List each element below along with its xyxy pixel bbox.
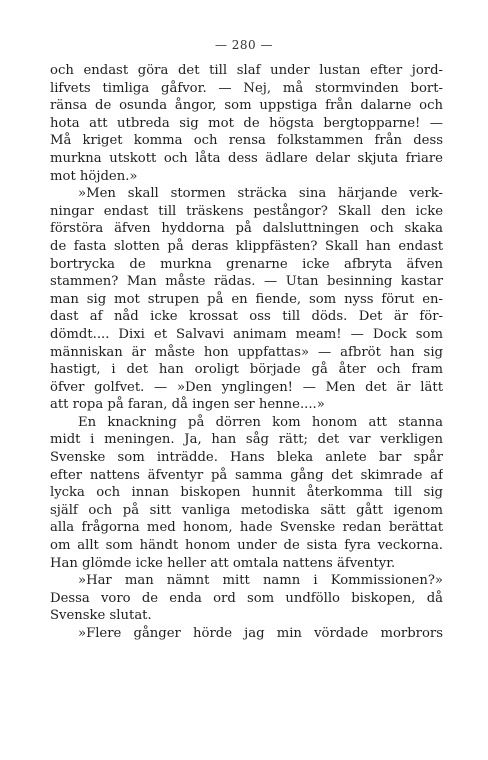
text-line: öfver golfvet. — »Den ynglingen! — Men det är lätt — [50, 379, 443, 395]
text-line: »Flere gånger hörde jag min vördade morbrors — [78, 626, 443, 641]
text-line: själf och på sitt vanliga metodiska sätt gått igenom — [50, 502, 443, 518]
text-line: »Har man nämnt mitt namn i Kommissionen?» — [78, 573, 443, 589]
text-line: midt i meningen. Ja, han såg rätt; det var verkligen — [50, 432, 443, 448]
text-line: människan är måste hon uppfattas» — afbröt han sig — [50, 344, 443, 360]
text-line: hastigt, i det han oroligt började gå åter och fram — [50, 362, 443, 378]
text-line: och endast göra det till slaf under lustan efter jord- — [50, 63, 443, 78]
text-line: lycka och innan biskopen hunnit återkomma till sig — [50, 485, 443, 501]
text-line: förstöra äfven hyddorna på dalsluttningen och skaka — [50, 221, 443, 237]
text-line: efter nattens äfventyr på samma gång det skimrade af — [50, 467, 443, 483]
text-line: »Men skall stormen sträcka sina härjande verk- — [78, 186, 443, 202]
text-line: Svenske slutat. — [50, 608, 152, 624]
text-line: alla frågorna med honom, hade Svenske redan berättat — [50, 520, 443, 536]
text-line: man sig mot strupen på en fiende, som nyss förut en- — [50, 291, 443, 307]
text-line: Svenske som inträdde. Hans bleka anlete bar spår — [50, 450, 443, 466]
text-line: ningar endast till träskens pestångor? Skall den icke — [50, 203, 443, 219]
text-line: stammen? Man måste rädas. — Utan besinning kastar — [50, 274, 443, 290]
text-line: ränsa de osunda ångor, som uppstiga från dalarne och — [50, 98, 443, 114]
text-line: lifvets timliga gåfvor. — Nej, må stormvinden bort- — [50, 80, 443, 96]
text-line: hota att utbreda sig mot de högsta bergtopparne! — — [50, 115, 443, 131]
text-line: Han glömde icke heller att omtala nattens äfventyr. — [50, 555, 396, 571]
text-line: de fasta slotten på deras klippfästen? Skall han endast — [50, 238, 443, 254]
text-line: murkna utskott och låta dess ädlare delar skjuta friare — [50, 150, 443, 166]
text-line: dast af nåd icke krossat oss till döds. Det är för- — [50, 309, 443, 325]
body-text — [50, 62, 443, 643]
text-line: mot höjden.» — [50, 168, 138, 184]
text-line: om allt som händt honom under de sista fyra veckorna. — [50, 538, 443, 554]
text-line: Må kriget komma och rensa folkstammen från dess — [50, 133, 443, 149]
text-line: Dessa voro de enda ord som undföllo biskopen, då — [50, 590, 443, 606]
text-line: dömdt.... Dixi et Salvavi animam meam! — Dock som — [50, 326, 443, 342]
text-line: En knackning på dörren kom honom att stanna — [78, 414, 443, 430]
text-line: att ropa på faran, då ingen ser henne....» — [50, 397, 325, 413]
page-number: — 280 — — [214, 38, 274, 52]
text-line: bortrycka de murkna grenarne icke afbryta äfven — [50, 256, 443, 272]
